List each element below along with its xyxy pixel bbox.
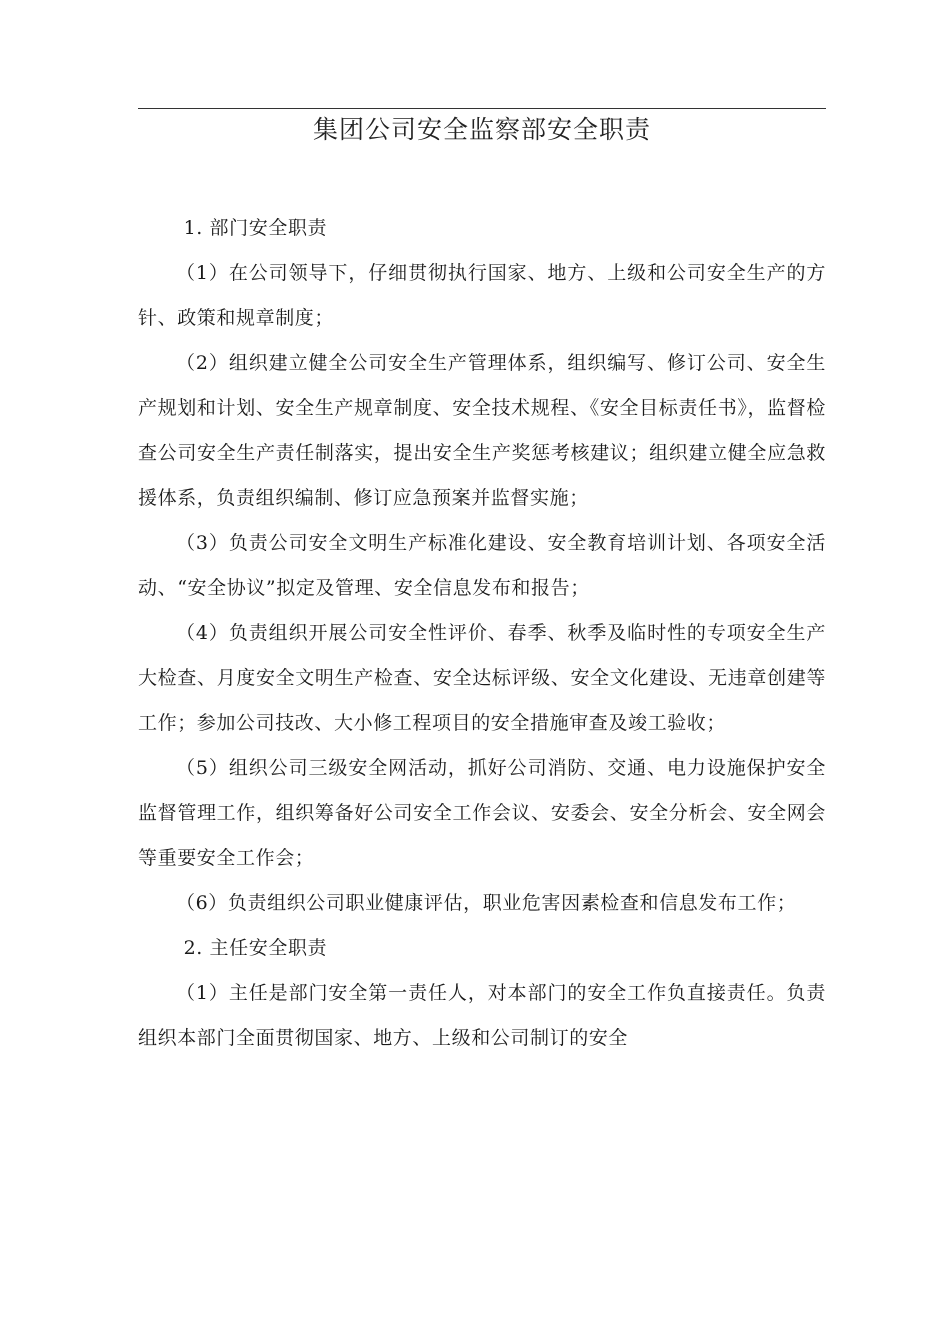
document-title: 集团公司安全监察部安全职责 <box>312 115 651 144</box>
section-paragraph: （5）组织公司三级安全网活动，抓好公司消防、交通、电力设施保护安全监督管理工作，组织筹备好公司安全工作会议、安委会、安全分析会、安全网会等重要安全工作会； <box>138 757 826 869</box>
section-heading: 2. 主任安全职责 <box>183 937 328 959</box>
section-paragraph: （1）主任是部门安全第一责任人，对本部门的安全工作负直接责任。负责组织本部门全面贯彻国家、地方、上级和公司制订的安全 <box>138 982 826 1049</box>
section-paragraph: （6）负责组织公司职业健康评估，职业危害因素检查和信息发布工作； <box>176 892 797 914</box>
section-paragraph: （4）负责组织开展公司安全性评价、春季、秋季及临时性的专项安全生产大检查、月度安全文明生产检查、安全达标评级、安全文化建设、无违章创建等工作；参加公司技改、大小修工程项目的安全措施审查及竣工验收； <box>138 622 826 734</box>
section-paragraph: （3）负责公司安全文明生产标准化建设、安全教育培训计划、各项安全活动、“安全协议”拟定及管理、安全信息发布和报告； <box>138 532 826 599</box>
document-body <box>138 206 826 1061</box>
section-paragraph: （1）在公司领导下，仔细贯彻执行国家、地方、上级和公司安全生产的方针、政策和规章制度； <box>138 262 826 329</box>
section-heading: 1. 部门安全职责 <box>183 217 328 239</box>
section-paragraph: （2）组织建立健全公司安全生产管理体系，组织编写、修订公司、安全生产规划和计划、安全生产规章制度、安全技术规程、《安全目标责任书》，监督检查公司安全生产责任制落实，提出安全生产奖惩考核建议；组织建立健全应急救援体系，负责组织编制、修订应急预案并监督实施； <box>138 352 826 509</box>
header-rule <box>138 108 826 109</box>
